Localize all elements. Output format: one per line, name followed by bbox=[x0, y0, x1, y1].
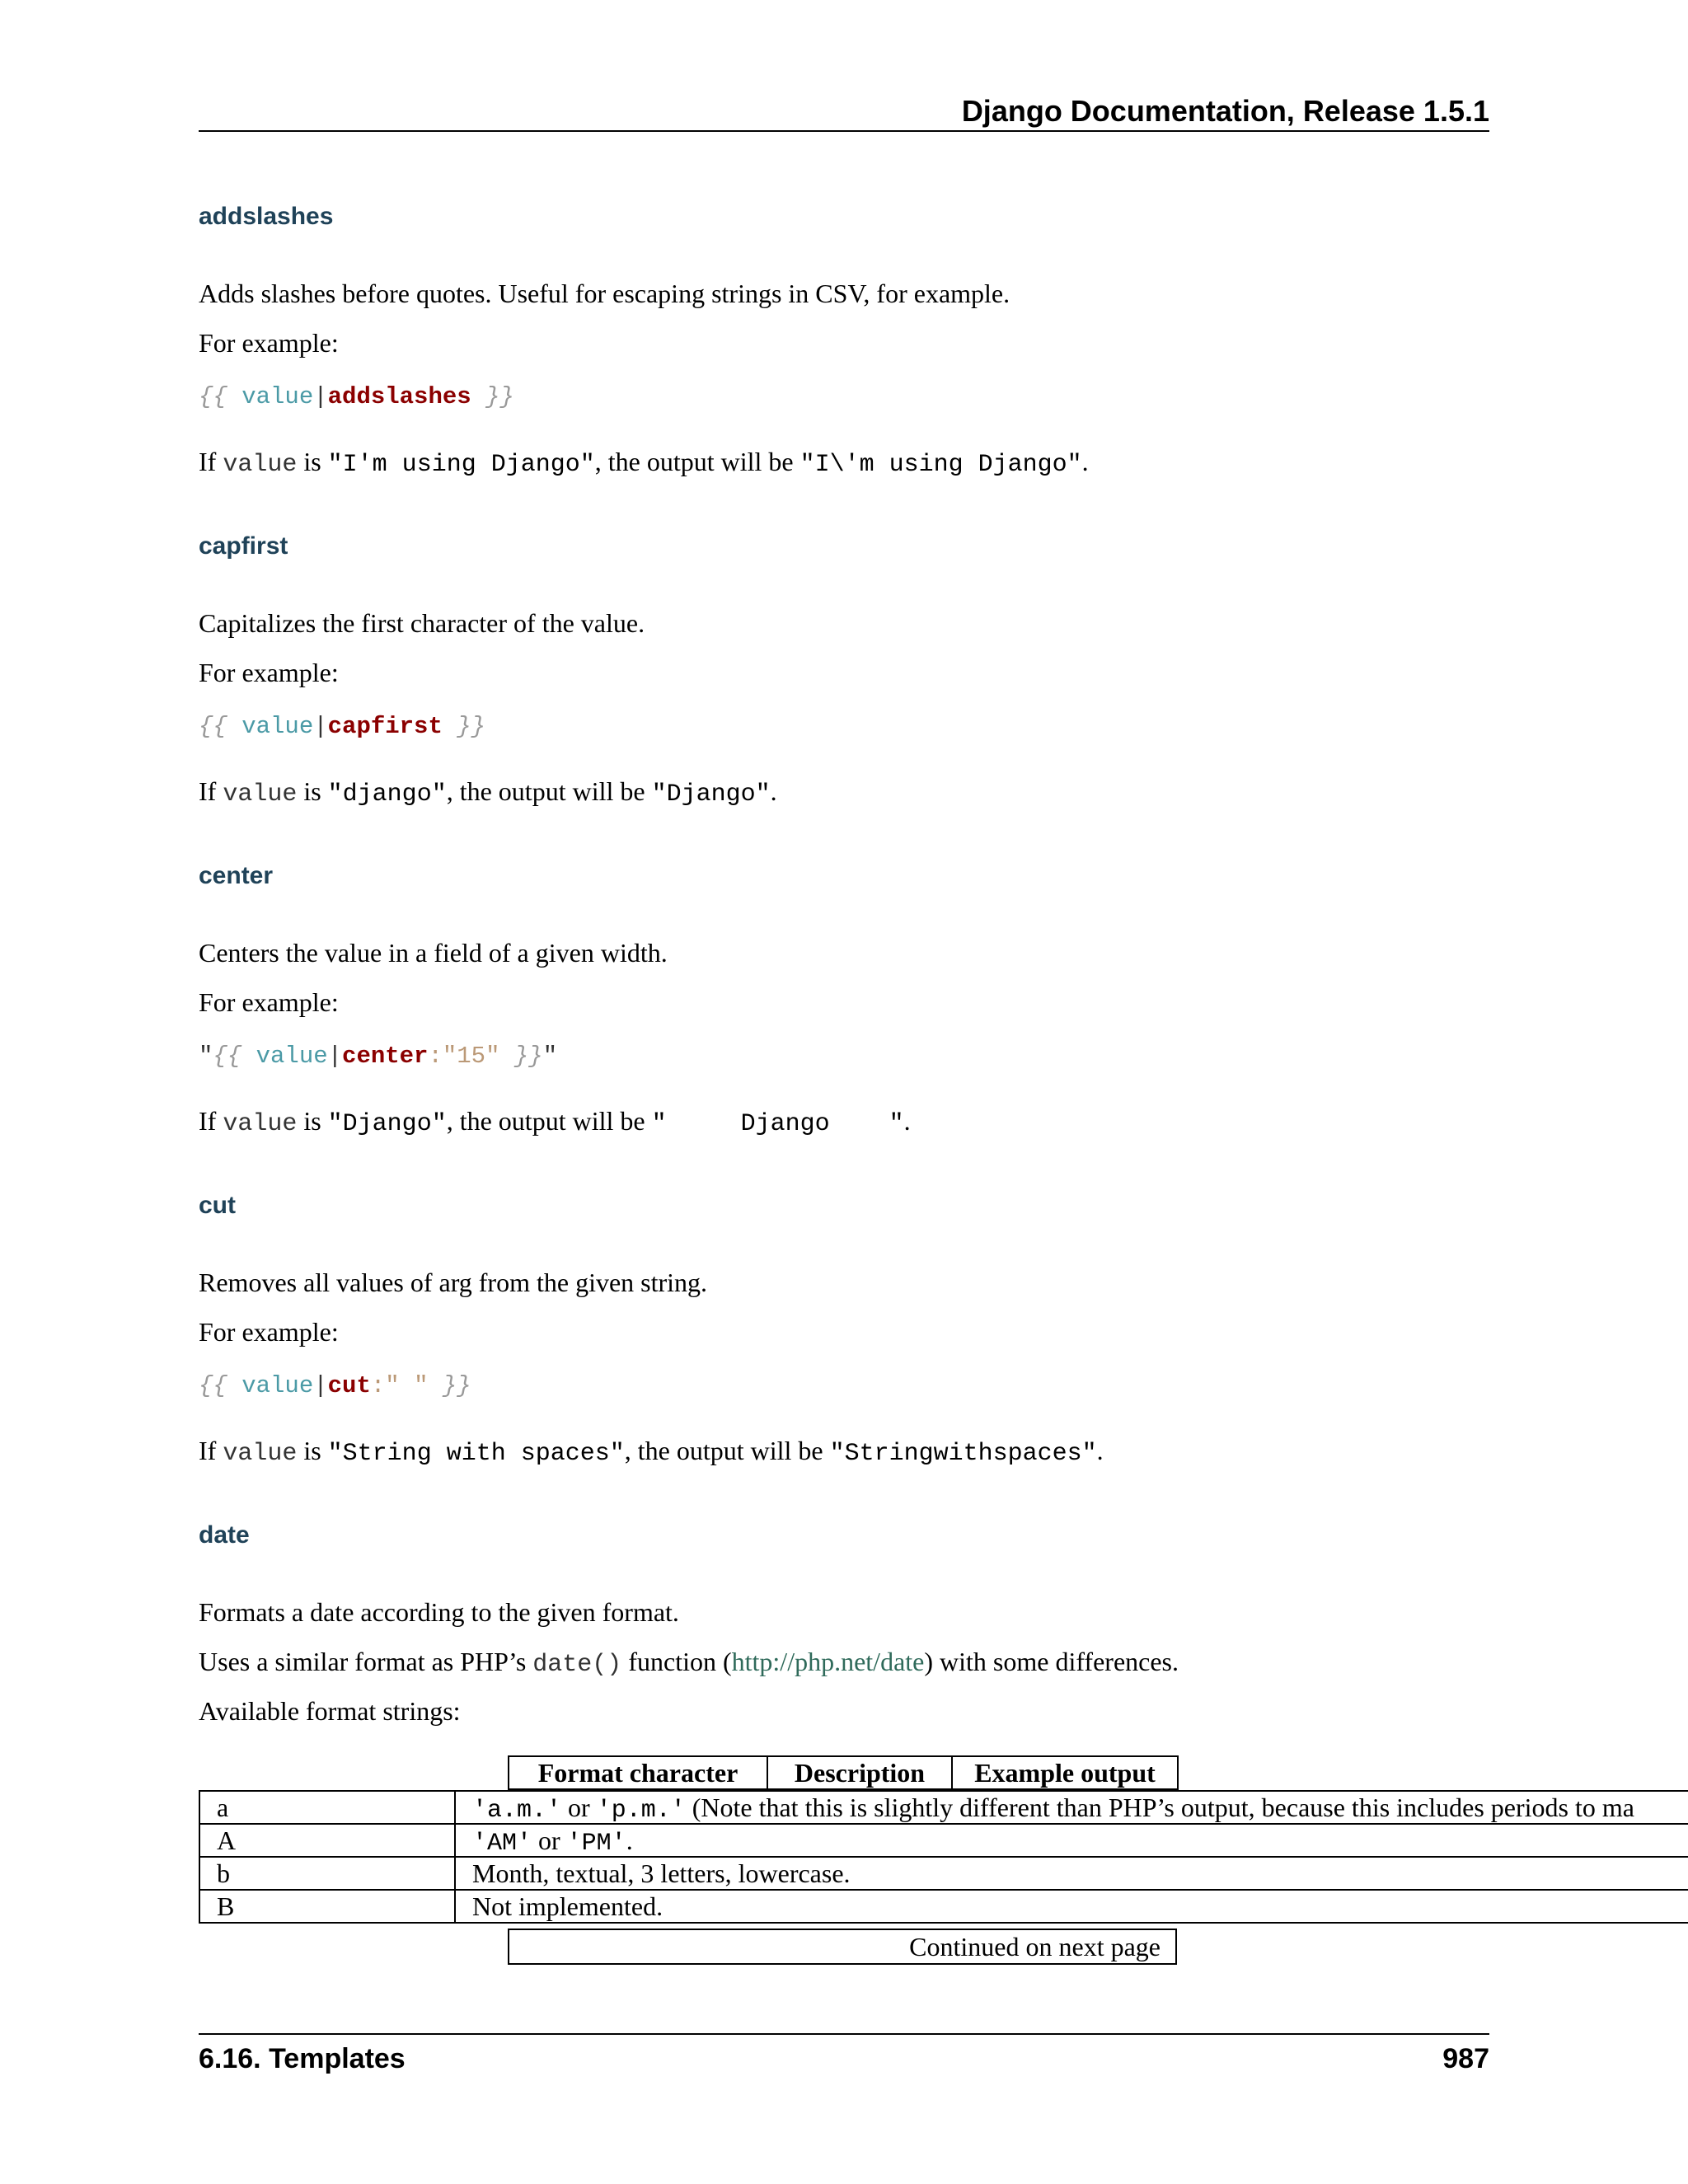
date-description: Formats a date according to the given format. bbox=[199, 1597, 679, 1627]
code-variable: value bbox=[241, 383, 314, 410]
format-char-cell: b bbox=[200, 1858, 456, 1889]
footer-section-title: 6.16. Templates bbox=[199, 2043, 406, 2074]
result-output: " Django " bbox=[651, 1110, 904, 1138]
center-result bbox=[199, 1103, 911, 1142]
result-input: "Django" bbox=[327, 1110, 447, 1138]
addslashes-for-example: For example: bbox=[199, 328, 339, 358]
center-description: Centers the value in a field of a given width. bbox=[199, 938, 668, 968]
capfirst-description: Capitalizes the first character of the value. bbox=[199, 608, 645, 638]
code-pipe: | bbox=[327, 1043, 343, 1070]
date-uses-mid: function ( bbox=[621, 1647, 732, 1676]
heading-cut[interactable]: cut bbox=[199, 1192, 236, 1219]
desc-code-pm: 'p.m.' bbox=[596, 1797, 686, 1823]
header-example-output: Example output bbox=[951, 1757, 1177, 1788]
header-rule bbox=[199, 130, 1489, 132]
code-filter: cut bbox=[327, 1372, 371, 1399]
footer-page-number: 987 bbox=[1442, 2043, 1489, 2074]
cut-description: Removes all values of arg from the given string. bbox=[199, 1268, 708, 1297]
heading-date[interactable]: date bbox=[199, 1521, 250, 1549]
result-if: If bbox=[199, 1436, 223, 1465]
code-open-brace: {{ bbox=[199, 383, 227, 410]
date-available-formats: Available format strings: bbox=[199, 1696, 461, 1726]
result-if: If bbox=[199, 1106, 223, 1136]
result-output-text: , the output will be bbox=[446, 1106, 652, 1136]
result-value-literal: value bbox=[223, 1110, 298, 1138]
capfirst-code-block bbox=[199, 709, 485, 745]
result-input: "String with spaces" bbox=[327, 1440, 625, 1468]
date-uses-prefix: Uses a similar format as PHP’s bbox=[199, 1647, 533, 1676]
cut-for-example: For example: bbox=[199, 1317, 339, 1347]
result-is: is bbox=[297, 1106, 328, 1136]
desc-code-AM: 'AM' bbox=[472, 1830, 532, 1856]
code-pipe: | bbox=[313, 1372, 328, 1399]
result-output: "I\'m using Django" bbox=[799, 451, 1082, 479]
desc-code-am: 'a.m.' bbox=[472, 1797, 562, 1823]
result-is: is bbox=[297, 776, 328, 806]
desc-note: (Note that this is slightly different than PHP’s output, because this includes periods to ma bbox=[685, 1793, 1634, 1822]
result-is: is bbox=[297, 447, 328, 476]
result-output: "Stringwithspaces" bbox=[829, 1440, 1097, 1468]
code-pipe: | bbox=[313, 383, 328, 410]
code-argument: " " bbox=[385, 1372, 429, 1399]
code-variable: value bbox=[256, 1043, 328, 1070]
heading-center[interactable]: center bbox=[199, 862, 274, 889]
header-format-character: Format character bbox=[537, 1758, 738, 1788]
addslashes-result bbox=[199, 443, 1089, 483]
code-lead-quote: " bbox=[199, 1043, 213, 1070]
format-table bbox=[199, 1790, 1688, 1924]
desc-code-PM: 'PM' bbox=[566, 1830, 626, 1856]
code-close-brace: }} bbox=[513, 1043, 543, 1070]
result-end: . bbox=[770, 776, 777, 806]
format-desc-cell bbox=[456, 1792, 1688, 1823]
table-row bbox=[200, 1825, 1688, 1858]
header-title: Django Documentation, Release 1.5.1 bbox=[961, 94, 1489, 128]
result-if: If bbox=[199, 447, 223, 476]
table-row bbox=[200, 1891, 1688, 1924]
continued-on-next-page: Continued on next page bbox=[508, 1929, 1177, 1965]
cut-code-block bbox=[199, 1368, 471, 1404]
code-close-brace: }} bbox=[442, 1372, 471, 1399]
result-end: . bbox=[1081, 447, 1089, 476]
result-is: is bbox=[297, 1436, 328, 1465]
code-argument: "15" bbox=[442, 1043, 500, 1070]
code-trail-quote: " bbox=[542, 1043, 558, 1070]
php-date-link[interactable]: http://php.net/date bbox=[731, 1647, 925, 1676]
code-open-brace: {{ bbox=[199, 713, 227, 740]
table-row bbox=[200, 1792, 1688, 1825]
format-desc-cell: Not implemented. bbox=[472, 1891, 663, 1921]
table-row bbox=[200, 1858, 1688, 1891]
format-char-cell: B bbox=[200, 1891, 456, 1922]
capfirst-for-example: For example: bbox=[199, 658, 339, 687]
addslashes-code-block bbox=[199, 379, 514, 415]
code-colon: : bbox=[428, 1043, 443, 1070]
code-close-brace: }} bbox=[485, 383, 514, 410]
cut-result bbox=[199, 1432, 1104, 1472]
code-colon: : bbox=[370, 1372, 386, 1399]
code-filter: capfirst bbox=[327, 713, 443, 740]
format-desc-cell bbox=[456, 1825, 1688, 1856]
result-output-text: , the output will be bbox=[624, 1436, 830, 1465]
heading-addslashes[interactable]: addslashes bbox=[199, 203, 334, 230]
result-output-text: , the output will be bbox=[594, 447, 800, 476]
code-filter: addslashes bbox=[327, 383, 471, 410]
desc-or: or bbox=[532, 1825, 567, 1855]
format-desc-cell: Month, textual, 3 letters, lowercase. bbox=[472, 1858, 851, 1888]
format-char-cell: A bbox=[200, 1825, 456, 1856]
code-pipe: | bbox=[313, 713, 328, 740]
result-value-literal: value bbox=[223, 1440, 298, 1468]
capfirst-result bbox=[199, 773, 777, 813]
result-input: "I'm using Django" bbox=[327, 451, 595, 479]
result-output-text: , the output will be bbox=[446, 776, 652, 806]
result-value-literal: value bbox=[223, 451, 298, 479]
date-function-code: date() bbox=[532, 1651, 622, 1679]
code-open-brace: {{ bbox=[213, 1043, 242, 1070]
date-uses-line bbox=[199, 1643, 1179, 1683]
addslashes-description: Adds slashes before quotes. Useful for escaping strings in CSV, for example. bbox=[199, 279, 1010, 308]
desc-or: or bbox=[561, 1793, 597, 1822]
result-end: . bbox=[903, 1106, 911, 1136]
result-output: "Django" bbox=[651, 780, 771, 808]
result-end: . bbox=[1096, 1436, 1104, 1465]
desc-period: . bbox=[626, 1825, 633, 1855]
format-table-header bbox=[508, 1755, 1179, 1790]
center-code-block bbox=[199, 1038, 557, 1075]
result-input: "django" bbox=[327, 780, 447, 808]
format-char-cell: a bbox=[200, 1792, 456, 1823]
center-for-example: For example: bbox=[199, 987, 339, 1017]
result-if: If bbox=[199, 776, 223, 806]
footer-rule bbox=[199, 2033, 1489, 2035]
code-close-brace: }} bbox=[457, 713, 486, 740]
code-variable: value bbox=[241, 1372, 314, 1399]
code-open-brace: {{ bbox=[199, 1372, 227, 1399]
header-description: Description bbox=[767, 1757, 951, 1788]
date-uses-suffix: ) with some differences. bbox=[924, 1647, 1179, 1676]
code-variable: value bbox=[241, 713, 314, 740]
code-filter: center bbox=[342, 1043, 429, 1070]
result-value-literal: value bbox=[223, 780, 298, 808]
heading-capfirst[interactable]: capfirst bbox=[199, 532, 288, 560]
